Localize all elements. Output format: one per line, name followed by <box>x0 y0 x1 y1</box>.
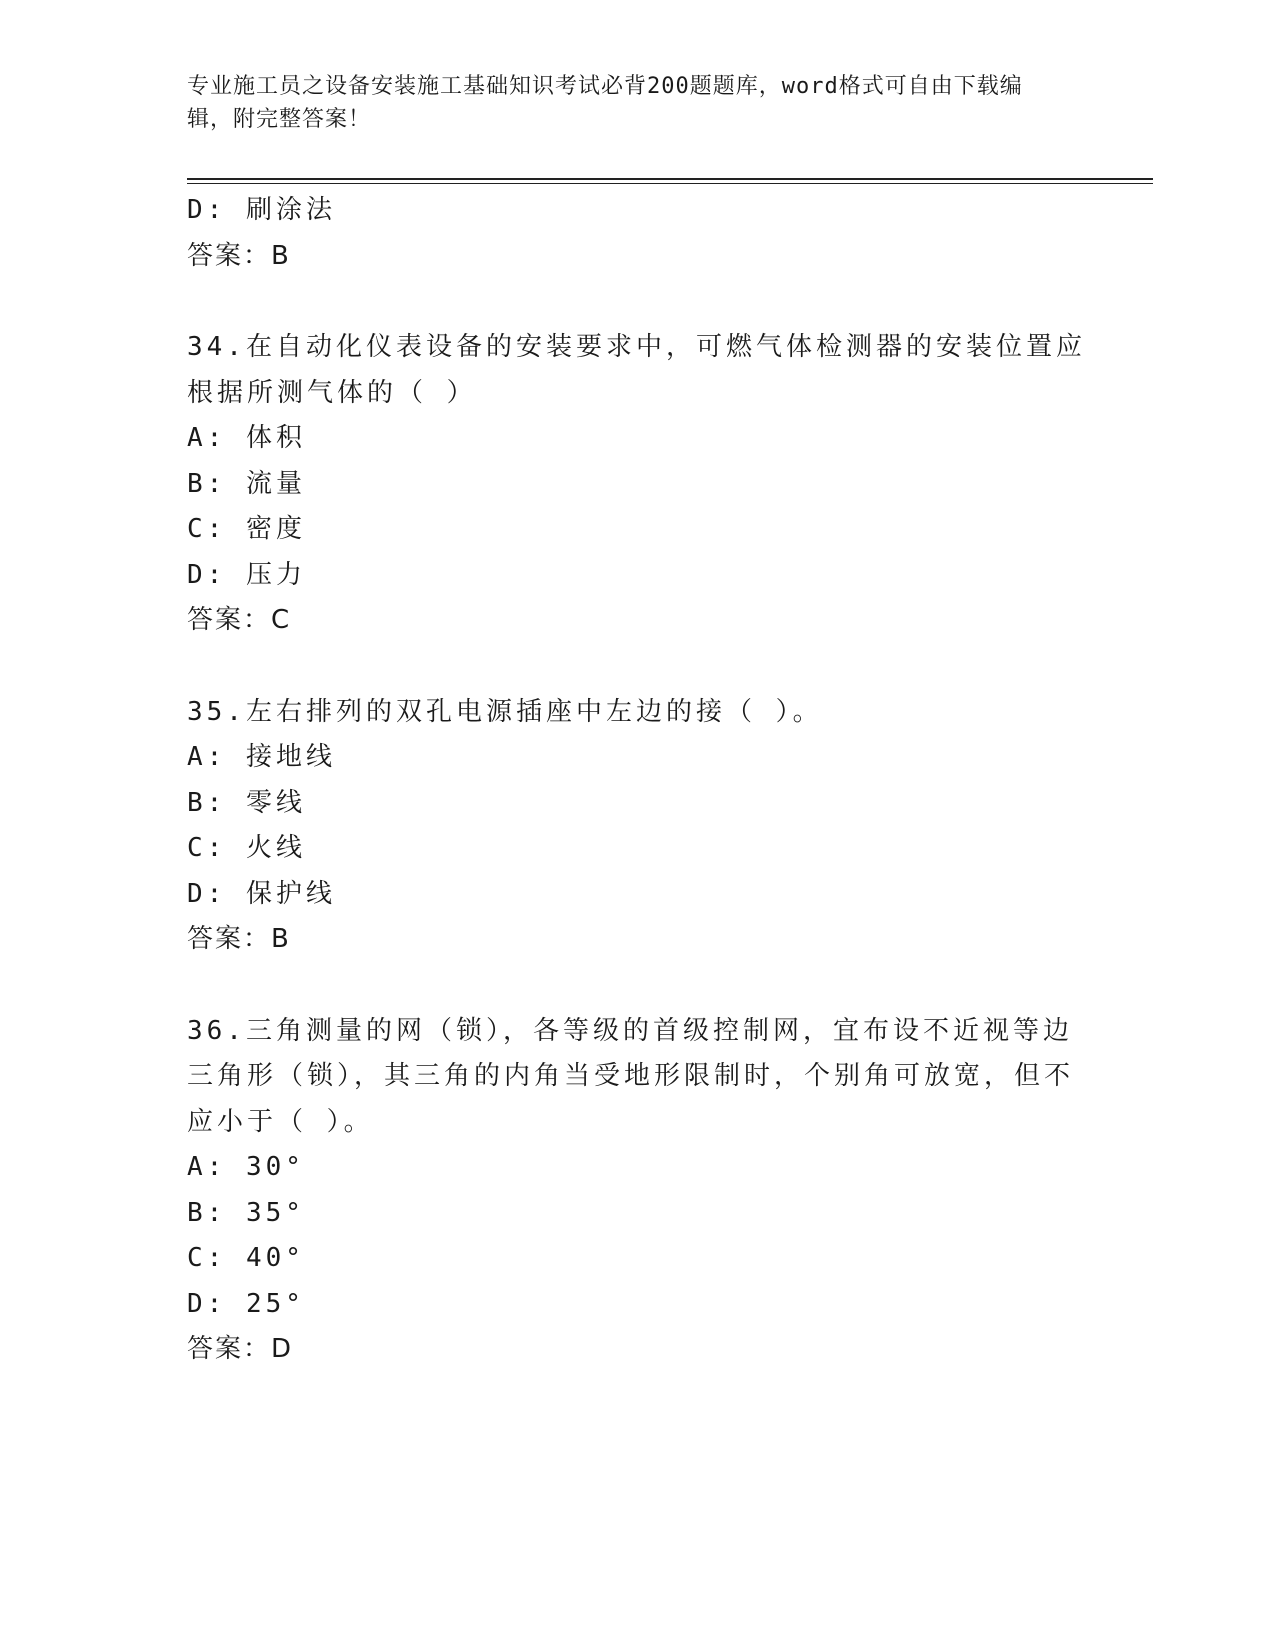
option-a: A: 体积 <box>187 423 306 453</box>
answer: 答案：B <box>187 924 291 954</box>
header-rule-bottom <box>187 183 1153 184</box>
header-rule-top <box>187 178 1153 180</box>
question-35 <box>187 690 1087 963</box>
option-d: D: 压力 <box>187 559 306 590</box>
question-text: 36.三角测量的网（锁），各等级的首级控制网，宜布设不近视等边三角形（锁），其三角的内角当受地形限制时，个别角可放宽，但不应小于（ ）。 <box>187 1015 1075 1137</box>
answer: 答案：C <box>187 605 292 635</box>
option-a: A: 30° <box>187 1152 305 1182</box>
spacer <box>187 644 1087 690</box>
option-c: C: 火线 <box>187 833 306 863</box>
question-36 <box>187 1009 1087 1373</box>
spacer <box>187 963 1087 1009</box>
option-b: B: 流量 <box>187 468 306 499</box>
answer: 答案：D <box>187 1334 294 1364</box>
option-c: C: 密度 <box>187 514 306 544</box>
spacer <box>187 279 1087 325</box>
document-body <box>187 188 1087 1373</box>
option-d: D: 保护线 <box>187 878 336 909</box>
option-b: B: 零线 <box>187 787 306 818</box>
document-header: 专业施工员之设备安装施工基础知识考试必背200题题库，word格式可自由下载编辑，附完整答案！ <box>187 74 1023 132</box>
option-d: D: 25° <box>187 1288 305 1319</box>
answer: 答案：B <box>187 240 291 271</box>
option-a: A: 接地线 <box>187 742 336 772</box>
option-b: B: 35° <box>187 1197 305 1228</box>
question-text: 35.左右排列的双孔电源插座中左边的接（ ）。 <box>187 696 823 727</box>
question-text: 34.在自动化仪表设备的安装要求中，可燃气体检测器的安装位置应根据所测气体的（ ） <box>187 332 1086 408</box>
option-c: C: 40° <box>187 1243 305 1273</box>
option-d: D: 刷涂法 <box>187 195 336 225</box>
question-34 <box>187 325 1087 644</box>
